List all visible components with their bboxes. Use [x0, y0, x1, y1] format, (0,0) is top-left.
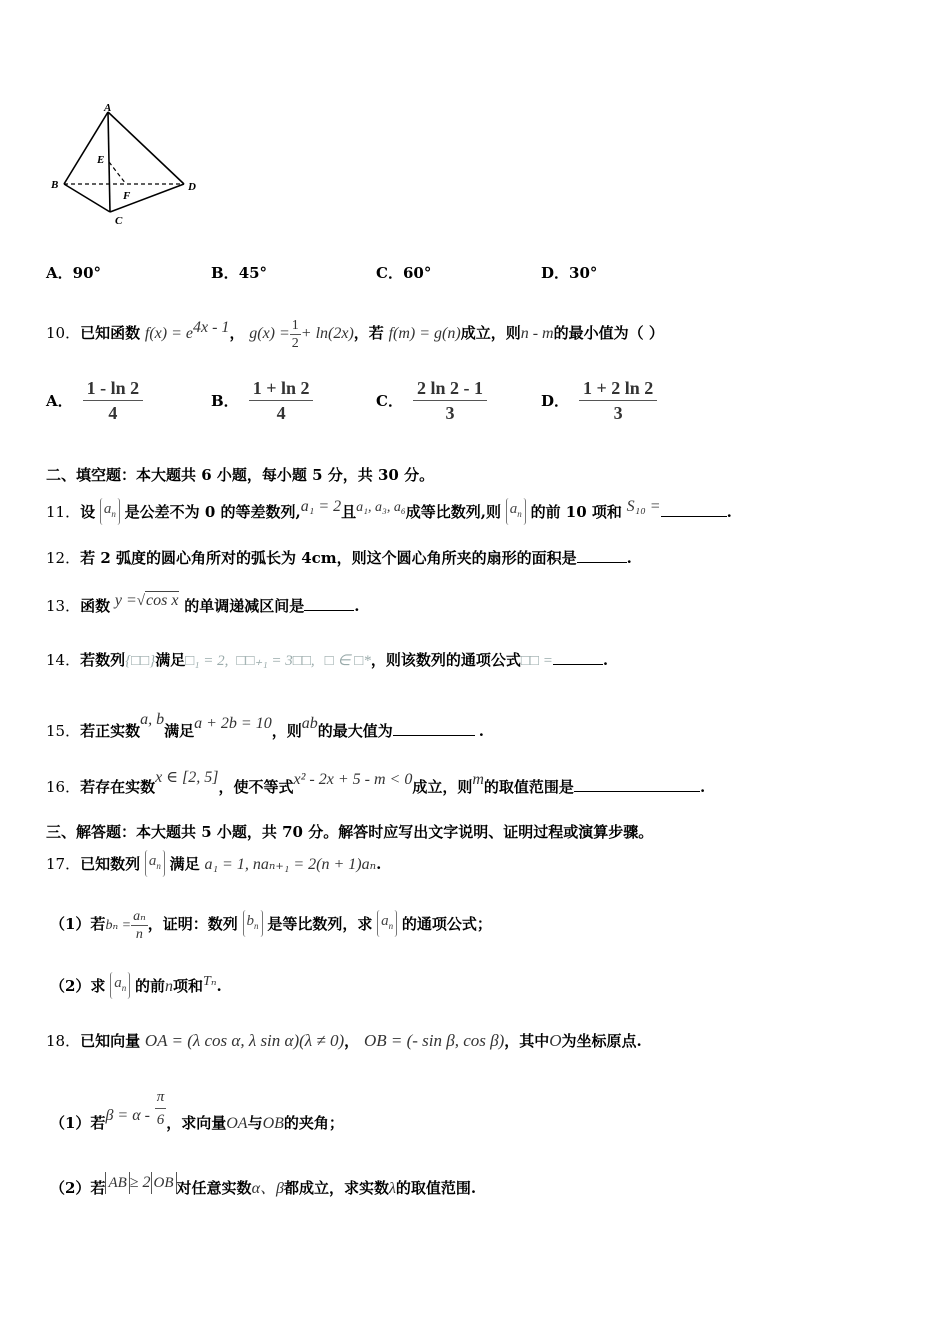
question-15: 15．若正实数a, b满足a + 2b = 10，则ab的最大值为 .: [46, 711, 484, 740]
edge-bc: [64, 184, 110, 212]
q15-answer-blank[interactable]: [393, 723, 475, 736]
q10-number: 10．: [46, 324, 81, 342]
label-c: C: [115, 215, 123, 227]
q9-option-d: D．30°: [541, 264, 598, 282]
q10-option-c: C． $\frac{2 \ln 2 - 1}{3}$: [376, 376, 487, 425]
q12-answer-blank[interactable]: [577, 550, 627, 563]
edge-ab: [64, 112, 108, 184]
label-a: A: [104, 102, 112, 114]
q11-seq-2: $a_n$: [506, 498, 526, 525]
q9-option-b: B．45°: [211, 264, 268, 282]
q18-vector-oa: OA = (λ cos α, λ sin α)(λ ≠ 0): [144, 1031, 345, 1050]
q10-f-def: f(x) = e: [144, 325, 193, 342]
question-13: 13．函数 y =√cos x 的单调递减区间是 .: [46, 592, 360, 615]
label-f: F: [123, 190, 131, 202]
q17-a-seq: $a_n$: [377, 910, 397, 937]
label-e: E: [97, 154, 105, 166]
q9-option-c: C．60°: [376, 264, 432, 282]
q10-option-d: D． $\frac{1 + 2 \ln 2}{3}$: [541, 376, 657, 425]
question-16: 16．若存在实数x ∈ [2, 5]，使不等式x² - 2x + 5 - m < 0成立，则m的取值范围是 .: [46, 769, 706, 796]
q18-vector-ob: OB = (- sin β, cos β): [363, 1031, 505, 1050]
q17-a-seq-2: $a_n$: [110, 972, 130, 999]
label-d: D: [188, 181, 196, 193]
q13-answer-blank[interactable]: [304, 598, 354, 611]
section-3-heading: 三、解答题：本大题共 5 小题，共 70 分。解答时应写出文字说明、证明过程或演算步骤。: [46, 823, 654, 841]
q10-option-b: B． $\frac{1 + \ln 2}{4}$: [211, 376, 313, 425]
question-14: 14．若数列{□□}满足□₁ = 2, □□₊₁ = 3□□, □ ∈ □*，则该数列的通项公式□□ = .: [46, 651, 609, 669]
segment-ef: [109, 162, 126, 184]
question-18-part-2: （2）若 AB ≥ 2 OB 对任意实数α、β都成立，求实数λ的取值范围.: [50, 1174, 477, 1197]
edge-ad: [108, 112, 184, 184]
question-12: 12．若 2 弧度的圆心角所对的弧长为 4cm，则这个圆心角所夹的扇形的面积是 .: [46, 549, 632, 567]
q11-answer-blank[interactable]: [661, 504, 727, 517]
question-18-part-1: （1）若β = α - $\frac{\pi}{6}$ ，求向量OA与OB的夹角；: [50, 1083, 344, 1157]
q16-answer-blank[interactable]: [574, 779, 700, 792]
edge-cd: [110, 184, 184, 212]
q10-option-a: A． $\frac{1 - \ln 2}{4}$: [46, 376, 143, 425]
q10-g-def: g(x) =: [249, 325, 290, 342]
question-18: 18．已知向量 OA = (λ cos α, λ sin α)(λ ≠ 0)， OB = (- sin β, cos β)，其中O为坐标原点.: [46, 1031, 642, 1050]
q18-abs-ab: AB: [105, 1172, 129, 1194]
q17-condition: a₁ = 1, naₙ₊₁ = 2(n + 1)aₙ: [204, 856, 377, 873]
q9-option-a: A．90°: [46, 264, 102, 282]
section-2-heading: 二、填空题：本大题共 6 小题，每小题 5 分，共 30 分。: [46, 466, 435, 484]
question-17: 17．已知数列 $a_n$ 满足 a₁ = 1, naₙ₊₁ = 2(n + 1)aₙ.: [46, 847, 381, 882]
pyramid-figure: [40, 100, 220, 230]
label-b: B: [51, 179, 59, 191]
q14-answer-blank[interactable]: [553, 652, 603, 665]
q17-b-seq: $b_n$: [243, 910, 263, 937]
q11-seq: $a_n$: [100, 498, 120, 525]
q17-seq: $a_n$: [145, 850, 165, 877]
q18-abs-ob: OB: [151, 1172, 177, 1194]
question-17-part-1: （1）若bₙ = $\frac{\text{aₙ}}{n}$ ，证明：数列 $b_n$ 是等比数列，求 $a_n$ 的通项公式；: [50, 908, 492, 942]
question-11: 11．设 $a_n$ 是公差不为 0 的等差数列,a₁ = 2且a₁, a₃, a₆成等比数列,则 $a_n$ 的前 10 项和 S₁₀ = .: [46, 492, 732, 527]
question-17-part-2: （2）求 $a_n$ 的前n项和Tₙ.: [50, 965, 222, 1004]
q10-g-frac: $\frac{1}{2}$: [291, 317, 299, 351]
q10-condition: f(m) = g(n): [388, 325, 461, 342]
question-10: 10．已知函数 $f(x) = e^{4x - 1}$， g(x) = $\frac{1}{2}$ + ln(2x)，若 f(m) = g(n)成立，则n - m的最小值为（ ）: [46, 317, 664, 351]
